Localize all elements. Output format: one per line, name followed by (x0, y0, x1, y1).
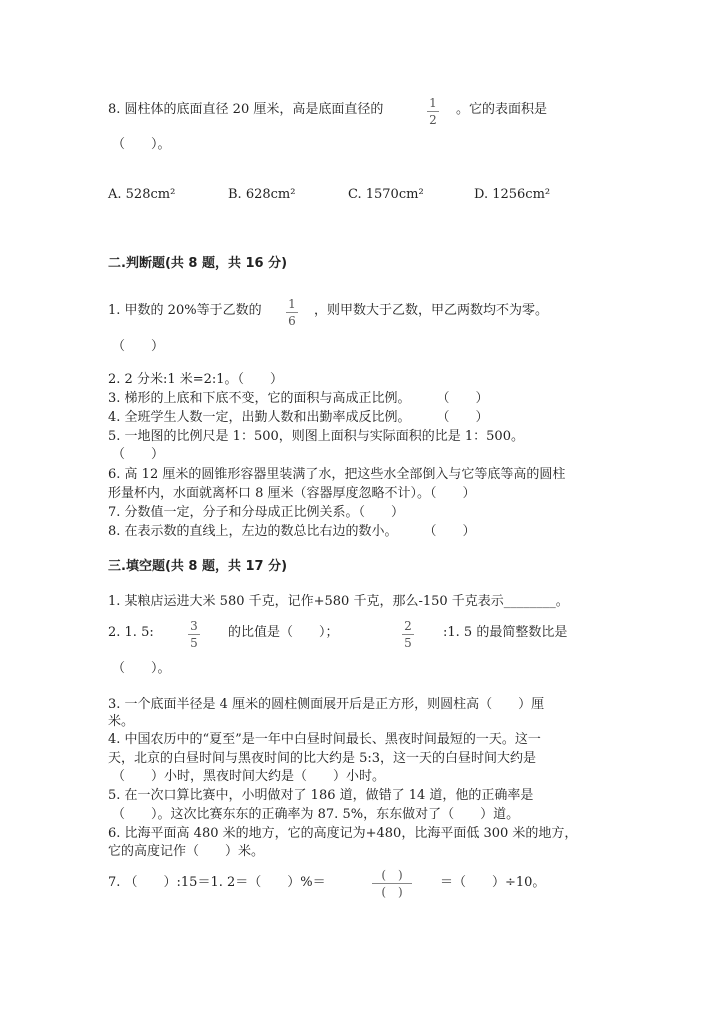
option-b: B. 628cm² (228, 187, 296, 202)
question-line: 形量杯内，水面就离杯口 8 厘米（容器厚度忽略不计）。（ ） (108, 486, 476, 501)
fraction (286, 297, 298, 328)
denominator: 5 (404, 636, 412, 650)
question-line: （ ） (112, 447, 165, 462)
question-line: 2. 2 分米:1 米=2:1。（ ） (108, 372, 284, 387)
question-line: 天，北京的白昼时间与黑夜时间的比大约是 5:3，这一天的白昼时间大约是 (108, 751, 537, 766)
numerator: ( ) (381, 868, 403, 882)
numerator: 3 (190, 619, 198, 633)
question-line: 8. 在表示数的直线上，左边的数总比右边的数小。 （ ） (108, 524, 476, 539)
question-line: 4. 中国农历中的“夏至”是一年中白昼时间最长、黑夜时间最短的一天。这一 (108, 732, 541, 747)
question-line: 3. 一个底面半径是 4 厘米的圆柱侧面展开后是正方形，则圆柱高（ ）厘 (108, 697, 545, 712)
denominator: ( ) (381, 885, 403, 899)
numerator: 2 (404, 619, 412, 633)
numerator: 1 (288, 297, 296, 311)
denominator: 6 (288, 314, 296, 328)
option-c: C. 1570cm² (348, 187, 424, 202)
fraction-bar (188, 634, 200, 635)
question-1: 1. 甲数的 20%等于乙数的 (108, 303, 262, 318)
numerator: 1 (429, 96, 437, 110)
question-line: 米。 (108, 714, 135, 729)
question-line: 6. 高 12 厘米的圆锥形容器里装满了水，把这些水全部倒入与它等底等高的圆柱 (108, 467, 566, 482)
fraction (372, 868, 412, 899)
fraction (427, 96, 439, 127)
answer-blank: （ ）。 (112, 661, 171, 676)
fraction (402, 619, 414, 650)
fraction-bar (372, 883, 412, 884)
question-line: 它的高度记作（ ）米。 (108, 844, 265, 859)
answer-blank: （ ） (112, 339, 165, 354)
question-1-rest: ，则甲数大于乙数，甲乙两数均不为零。 (314, 303, 549, 318)
q8-text: 8. 圆柱体的底面直径 20 厘米，高是底面直径的 (108, 102, 384, 117)
question-line: 5. 一地图的比例尺是 1：500，则图上面积与实际面积的比是 1：500。 (108, 429, 524, 444)
question-line: （ ）。这次比赛东东的正确率为 87. 5%，东东做对了（ ）道。 (112, 807, 520, 822)
option-a: A. 528cm² (108, 187, 176, 202)
question-1: 1. 某粮店运进大米 580 千克，记作+580 千克，那么-150 千克表示________。 (108, 594, 569, 609)
question-line: 5. 在一次口算比赛中，小明做对了 186 道，做错了 14 道，他的正确率是 (108, 788, 534, 803)
fraction (188, 619, 200, 650)
question-line: 6. 比海平面高 480 米的地方，它的高度记为+480，比海平面低 300 米的地方， (108, 826, 578, 841)
option-d: D. 1256cm² (474, 187, 551, 202)
question-line: （ ）小时，黑夜时间大约是（ ）小时。 (112, 769, 386, 784)
question-2-end: :1. 5 的最简整数比是 (443, 625, 568, 640)
question-line: 4. 全班学生人数一定，出勤人数和出勤率成反比例。 （ ） (108, 410, 489, 425)
q8-text-after: 。它的表面积是 (456, 102, 548, 117)
question-7-end: ＝（ ）÷10。 (440, 875, 546, 890)
fraction-bar (286, 312, 298, 313)
fraction-bar (427, 111, 439, 112)
answer-blank: （ ）。 (112, 137, 171, 152)
question-line: 3. 梯形的上底和下底不变，它的面积与高成正比例。 （ ） (108, 391, 489, 406)
question-line: 7. 分数值一定，分子和分母成正比例关系。（ ） (108, 505, 405, 520)
question-2: 2. 1. 5: (108, 625, 154, 640)
section-heading: 二.判断题(共 8 题，共 16 分) (108, 256, 288, 271)
denominator: 5 (190, 636, 198, 650)
fraction-bar (402, 634, 414, 635)
section-heading: 三.填空题(共 8 题，共 17 分) (108, 559, 288, 574)
denominator: 2 (429, 113, 437, 127)
question-2-mid: 的比值是（ ）； (228, 625, 339, 640)
question-7: 7. （ ）:15＝1. 2＝（ ）%＝ (108, 875, 326, 890)
